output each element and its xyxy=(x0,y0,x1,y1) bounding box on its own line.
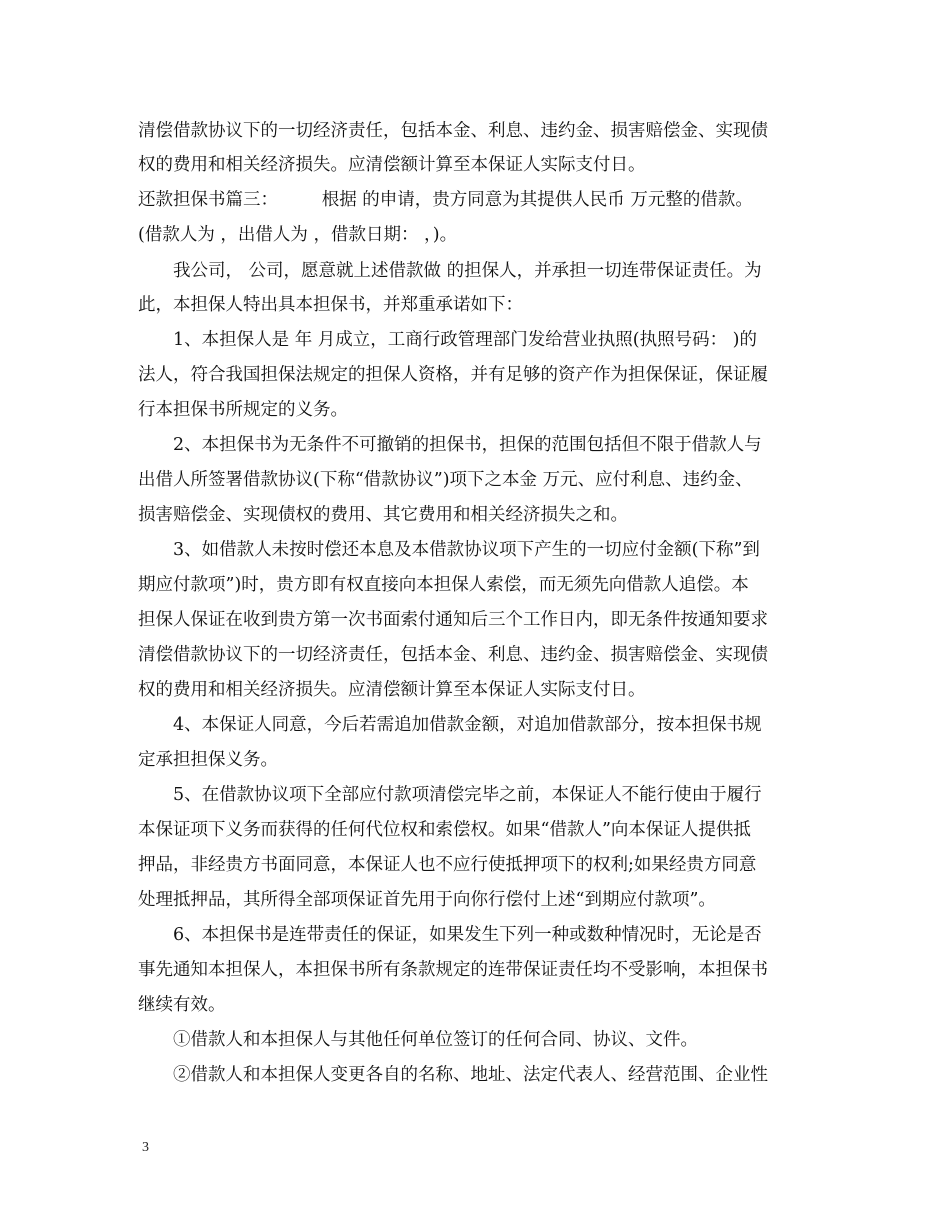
text-line: 还款担保书篇三： 根据 的申请，贵方同意为其提供人民币 万元整的借款。 xyxy=(138,190,753,210)
text-line: 我公司， 公司，愿意就上述借款做 的担保人，并承担一切连带保证责任。为 xyxy=(138,261,762,281)
text-line: ①借款人和本担保人与其他任何单位签订的任何合同、协议、文件。 xyxy=(138,1030,698,1050)
text-line: 押品，非经贵方书面同意，本保证人也不应行使抵押项下的权利;如果经贵方同意 xyxy=(138,855,757,875)
text-line: 清偿借款协议下的一切经济责任，包括本金、利息、违约金、损害赔偿金、实现债 xyxy=(138,645,768,665)
text-line: 处理抵押品，其所得全部项保证首先用于向你行偿付上述“到期应付款项”。 xyxy=(138,890,716,910)
text-line: 权的费用和相关经济损失。应清偿额计算至本保证人实际支付日。 xyxy=(138,680,646,700)
text-line: 清偿借款协议下的一切经济责任，包括本金、利息、违约金、损害赔偿金、实现债 xyxy=(138,121,768,141)
text-line: 4、本保证人同意，今后若需追加借款金额，对追加借款部分，按本担保书规 xyxy=(138,715,762,735)
text-line: 担保人保证在收到贵方第一次书面索付通知后三个工作日内，即无条件按通知要求 xyxy=(138,610,768,630)
page-number: 3 xyxy=(142,1140,149,1155)
text-line: 继续有效。 xyxy=(138,995,226,1015)
text-line: 出借人所签署借款协议(下称“借款协议”)项下之本金 万元、应付利息、违约金、 xyxy=(138,470,753,490)
text-line: 期应付款项”)时，贵方即有权直接向本担保人索偿，而无须先向借款人追偿。本 xyxy=(138,575,749,595)
text-line: 1、本担保人是 年 月成立，工商行政管理部门发给营业执照(执照号码： )的 xyxy=(138,330,757,350)
text-line: 3、如借款人未按时偿还本息及本借款协议项下产生的一切应付金额(下称”到 xyxy=(138,540,760,560)
text-line: (借款人为 ，出借人为 ，借款日期： ，)。 xyxy=(138,225,458,245)
text-line: 6、本担保书是连带责任的保证，如果发生下列一种或数种情况时，无论是否 xyxy=(138,925,762,945)
text-line: 定承担担保义务。 xyxy=(138,750,278,770)
text-line: ②借款人和本担保人变更各自的名称、地址、法定代表人、经营范围、企业性 xyxy=(138,1065,768,1085)
text-line: 本保证项下义务而获得的任何代位权和索偿权。如果“借款人”向本保证人提供抵 xyxy=(138,820,751,840)
text-line: 损害赔偿金、实现债权的费用、其它费用和相关经济损失之和。 xyxy=(138,505,628,525)
text-line: 行本担保书所规定的义务。 xyxy=(138,400,348,420)
text-line: 5、在借款协议项下全部应付款项清偿完毕之前，本保证人不能行使由于履行 xyxy=(138,785,762,805)
text-line: 法人，符合我国担保法规定的担保人资格，并有足够的资产作为担保保证，保证履 xyxy=(138,365,768,385)
text-line: 权的费用和相关经济损失。应清偿额计算至本保证人实际支付日。 xyxy=(138,155,646,175)
text-line: 此，本担保人特出具本担保书，并郑重承诺如下： xyxy=(138,295,523,315)
text-line: 2、本担保书为无条件不可撤销的担保书，担保的范围包括但不限于借款人与 xyxy=(138,435,762,455)
text-line: 事先通知本担保人，本担保书所有条款规定的连带保证责任均不受影响，本担保书 xyxy=(138,960,768,980)
